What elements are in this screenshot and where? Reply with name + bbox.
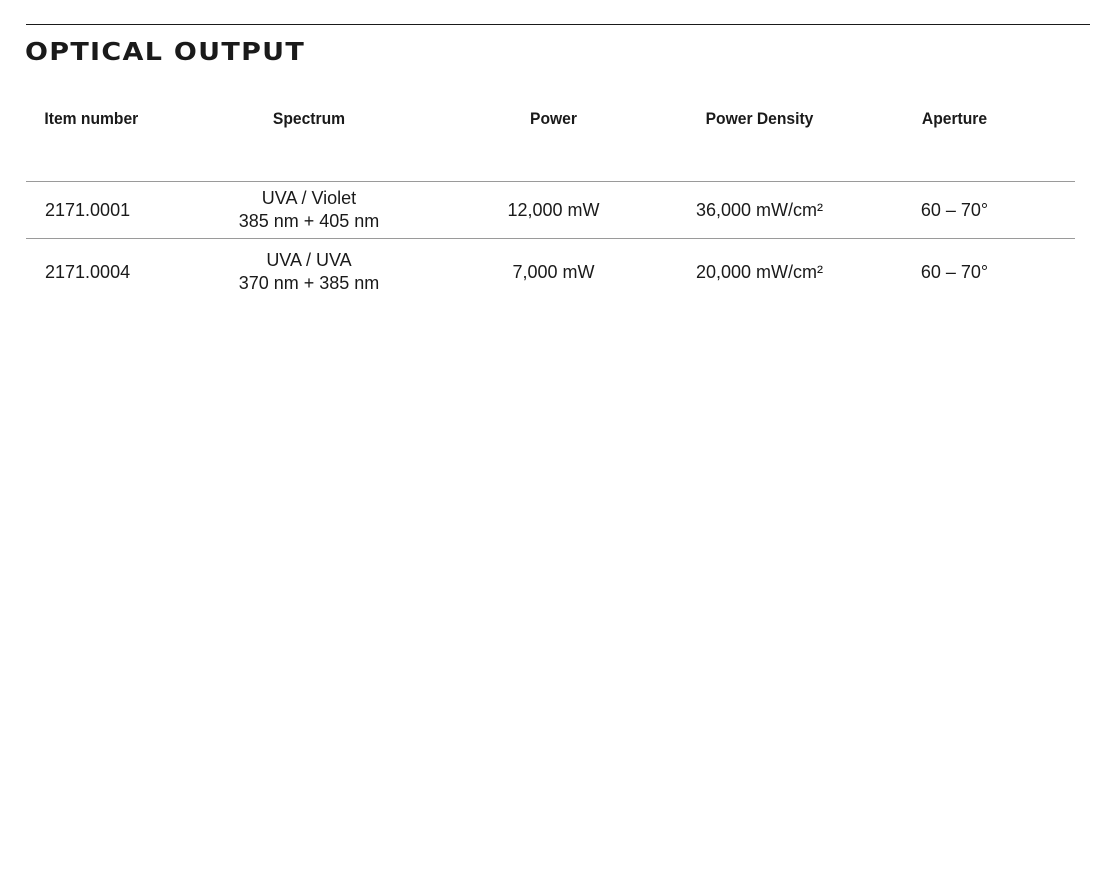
item-number-cell: 2171.0001 [26, 182, 196, 239]
spectrum-cell [196, 239, 422, 306]
table-header-row [26, 82, 1075, 182]
column-header-power: Power [433, 82, 675, 182]
spectrum-wavelengths: 385 nm + 405 nm [238, 211, 380, 231]
column-header-item-number: Item number [26, 82, 182, 182]
table-row [26, 239, 1075, 306]
optical-output-table [26, 82, 1075, 305]
spectrum-wavelengths: 370 nm + 385 nm [238, 273, 380, 293]
top-divider [26, 24, 1090, 25]
power-cell: 7,000 mW [512, 261, 595, 282]
power-density-cell: 20,000 mW/cm² [695, 261, 824, 282]
spectrum-cell [196, 182, 422, 239]
item-number-cell: 2171.0004 [45, 261, 131, 282]
aperture-cell: 60 – 70° [834, 182, 1075, 239]
power-density-cell: 36,000 mW/cm² [685, 182, 834, 239]
spectrum-name: UVA / UVA [266, 250, 352, 270]
table-row [26, 182, 1075, 239]
column-header-power-density: Power Density [691, 82, 828, 182]
section-title: OPTICAL OUTPUT [25, 37, 306, 66]
power-cell: 12,000 mW [422, 182, 685, 239]
spectrum-name: UVA / Violet [261, 188, 357, 208]
aperture-cell: 60 – 70° [920, 261, 989, 282]
column-header-spectrum: Spectrum [205, 82, 413, 182]
column-header-aperture: Aperture [844, 82, 1066, 182]
